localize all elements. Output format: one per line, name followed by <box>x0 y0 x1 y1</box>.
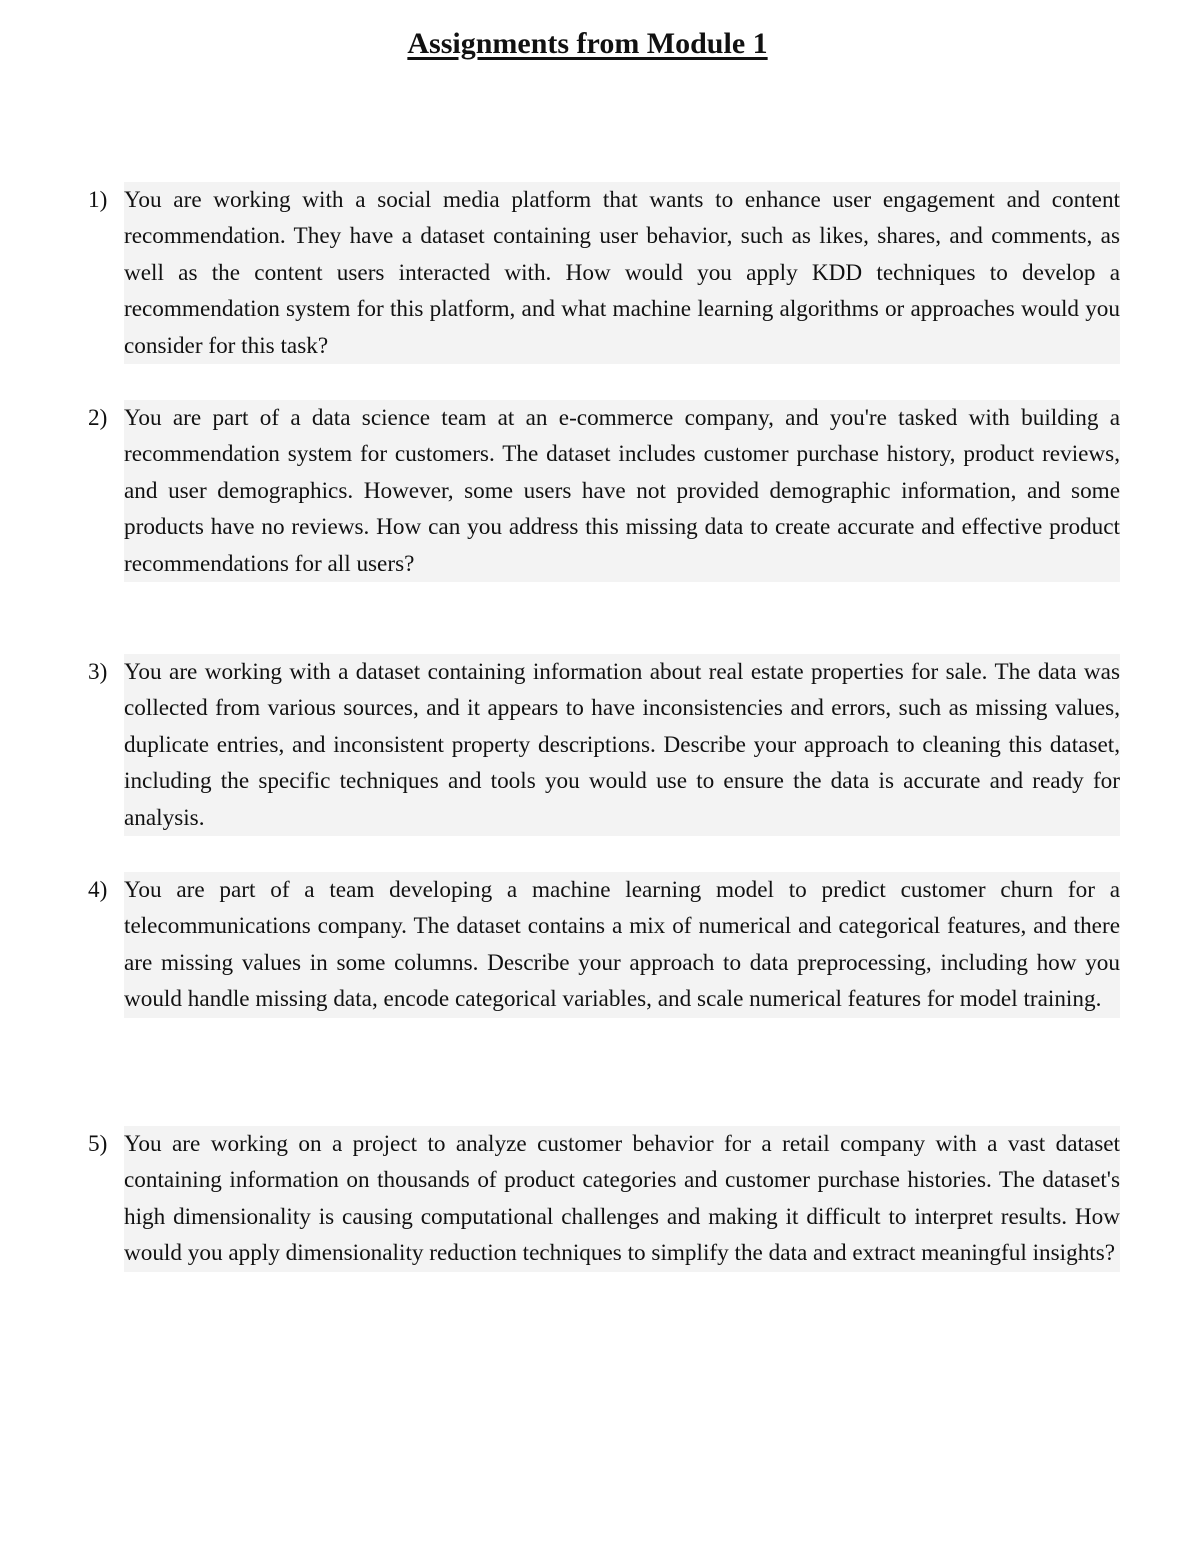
question-number: 3) <box>88 659 108 685</box>
question-number: 5) <box>88 1131 108 1157</box>
question-text: You are working with a dataset containing information about real estate properties for sale. The data was collected from various sources, and it appears to have inconsistencies and errors, such as missing values, duplicate entries, and inconsistent property descriptions. Describe your approach to cleaning this dataset, including the specific techniques and tools you would use to ensure the data is accurate and ready for analysis. <box>124 654 1120 836</box>
question-item <box>88 1126 1120 1272</box>
question-number: 1) <box>88 187 108 213</box>
question-text: You are working on a project to analyze customer behavior for a retail company with a vast dataset containing information on thousands of product categories and customer purchase histories. The dataset's high dimensionality is causing computational challenges and making it difficult to interpret results. How would you apply dimensionality reduction techniques to simplify the data and extract meaningful insights? <box>124 1126 1120 1272</box>
question-item <box>88 654 1120 836</box>
question-item <box>88 872 1120 1018</box>
question-number: 4) <box>88 877 108 903</box>
question-item <box>88 400 1120 582</box>
document-title: Assignments from Module 1 <box>407 27 768 60</box>
question-text: You are part of a team developing a machine learning model to predict customer churn for a telecommunications company. The dataset contains a mix of numerical and categorical features, and there are missing values in some columns. Describe your approach to data preprocessing, including how you would handle missing data, encode categorical variables, and scale numerical features for model training. <box>124 872 1120 1018</box>
question-number: 2) <box>88 405 108 431</box>
question-text: You are part of a data science team at an e-commerce company, and you're tasked with building a recommendation system for customers. The dataset includes customer purchase history, product reviews, and user demographics. However, some users have not provided demographic information, and some products have no reviews. How can you address this missing data to create accurate and effective product recommendations for all users? <box>124 400 1120 582</box>
question-item <box>88 182 1120 364</box>
question-text: You are working with a social media platform that wants to enhance user engagement and content recommendation. They have a dataset containing user behavior, such as likes, shares, and comments, as well as the content users interacted with. How would you apply KDD techniques to develop a recommendation system for this platform, and what machine learning algorithms or approaches would you consider for this task? <box>124 182 1120 364</box>
